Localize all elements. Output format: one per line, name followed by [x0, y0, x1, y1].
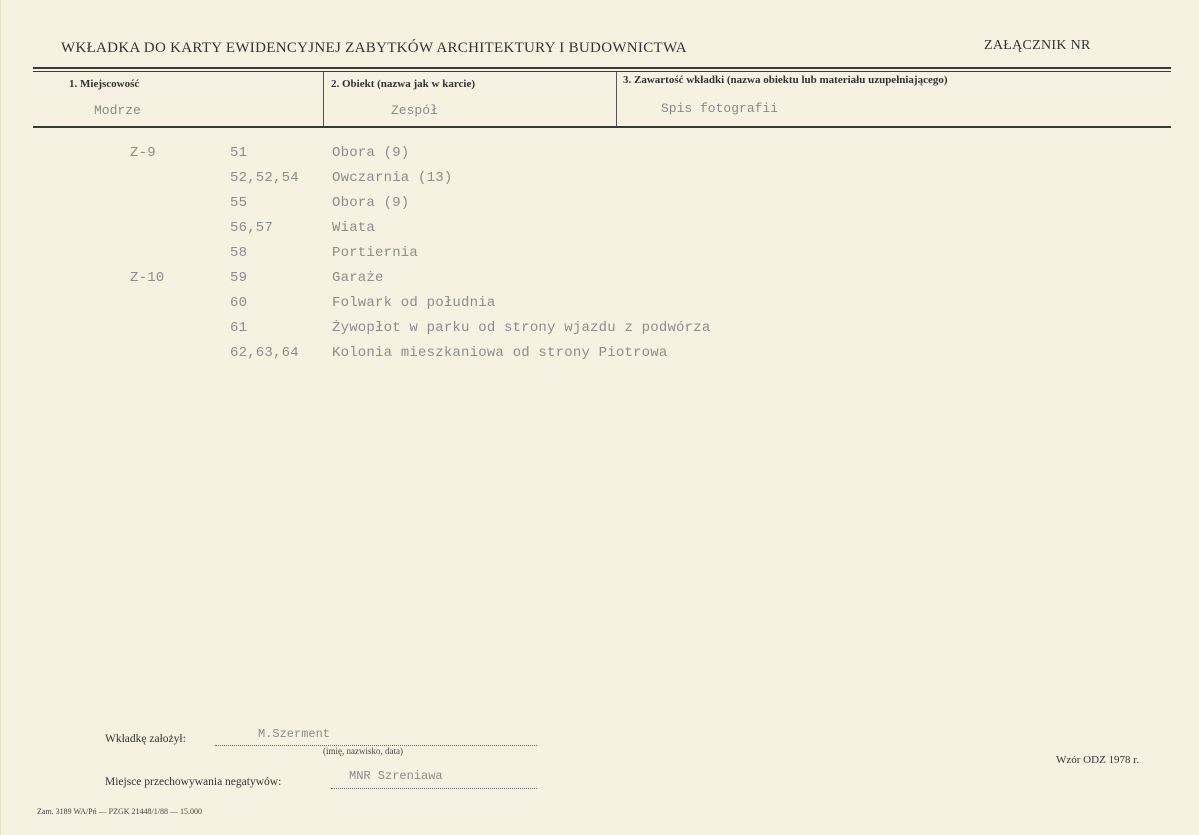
photo-numbers: 59 — [230, 270, 248, 286]
photo-numbers: 55 — [230, 195, 248, 211]
header-rule-top — [33, 67, 1171, 69]
storage-dotted-line — [331, 788, 537, 789]
list-item — [1, 295, 1199, 317]
card-title: WKŁADKA DO KARTY EWIDENCYJNEJ ZABYTKÓW ARCHITEKTURY I BUDOWNICTWA — [61, 40, 687, 56]
print-info: Zam. 3189 WA/Pń — PZGK 21448/1/88 — 15.000 — [37, 807, 202, 816]
photo-description: Żywopłot w parku od strony wjazdu z podwórza — [332, 320, 711, 336]
list-item — [1, 195, 1199, 217]
photo-description: Wiata — [332, 220, 376, 236]
field-divider-2 — [616, 72, 617, 126]
list-item — [1, 270, 1199, 292]
photo-numbers: 61 — [230, 320, 248, 336]
author-sublabel: (imię, nazwisko, data) — [323, 746, 403, 756]
field-content-value: Spis fotografii — [661, 101, 779, 116]
field-place-label: 1. Miejscowość — [69, 78, 140, 90]
group-code: Z-9 — [130, 145, 156, 161]
photo-numbers: 58 — [230, 245, 248, 261]
list-item — [1, 320, 1199, 342]
field-object-label: 2. Obiekt (nazwa jak w karcie) — [331, 78, 476, 90]
photo-description: Owczarnia (13) — [332, 170, 453, 186]
photo-numbers: 56,57 — [230, 220, 274, 236]
list-item — [1, 145, 1199, 167]
field-content-label: 3. Zawartość wkładki (nazwa obiektu lub materiału uzupełniającego) — [623, 74, 948, 86]
photo-description: Kolonia mieszkaniowa od strony Piotrowa — [332, 345, 668, 361]
header-rule-bottom — [33, 126, 1171, 128]
field-place-value: Modrze — [94, 103, 141, 118]
attachment-number-label: ZAŁĄCZNIK NR — [984, 38, 1091, 53]
photo-description: Obora (9) — [332, 145, 410, 161]
author-value: M.Szerment — [258, 727, 331, 741]
form-template-label: Wzór ODZ 1978 r. — [1056, 754, 1140, 766]
photo-numbers: 51 — [230, 145, 248, 161]
author-label: Wkładkę założył: — [105, 733, 186, 745]
storage-label: Miejsce przechowywania negatywów: — [105, 776, 282, 788]
list-item — [1, 345, 1199, 367]
photo-numbers: 62,63,64 — [230, 345, 299, 361]
photo-numbers: 52,52,54 — [230, 170, 299, 186]
group-code: Z-10 — [130, 270, 165, 286]
header-rule-top-thin — [33, 71, 1171, 72]
list-item — [1, 220, 1199, 242]
photo-description: Portiernia — [332, 245, 419, 261]
photo-description: Folwark od południa — [332, 295, 496, 311]
field-object-value: Zespół — [391, 103, 438, 118]
photo-numbers: 60 — [230, 295, 248, 311]
photo-description: Garaże — [332, 270, 384, 286]
photo-description: Obora (9) — [332, 195, 410, 211]
list-item — [1, 245, 1199, 267]
storage-value: MNR Szreniawa — [349, 769, 443, 783]
list-item — [1, 170, 1199, 192]
field-divider-1 — [323, 72, 324, 126]
